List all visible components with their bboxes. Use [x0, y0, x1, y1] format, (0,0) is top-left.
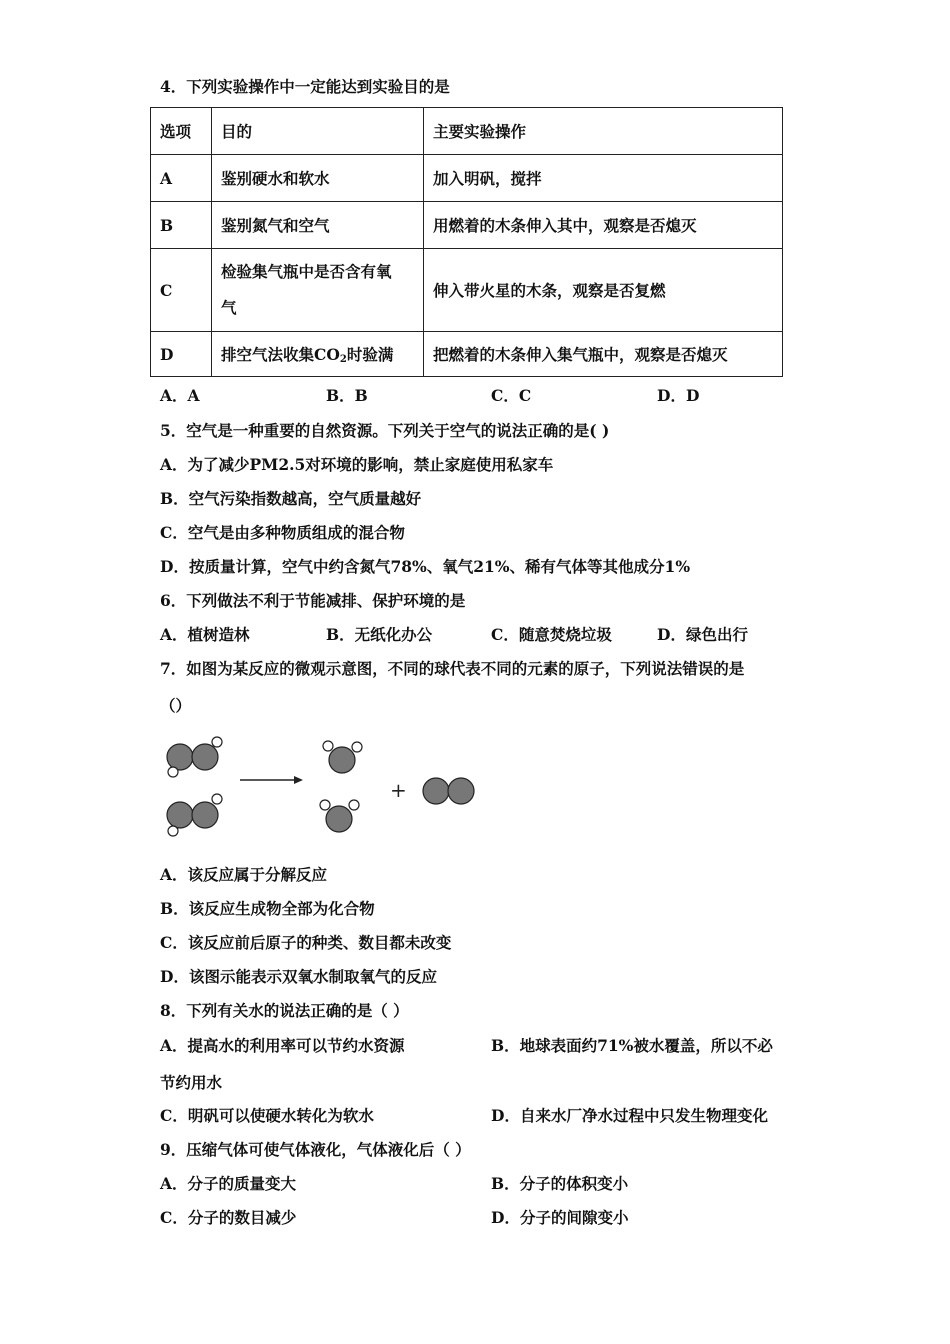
row-option: C — [151, 249, 212, 332]
q4-stem: 4．下列实验操作中一定能达到实验目的是 — [160, 77, 450, 96]
table-row — [151, 332, 783, 377]
row-operation: 加入明矾，搅拌 — [424, 155, 783, 202]
q8-choice-d[interactable]: D．自来水厂净水过程中只发生物理变化 — [491, 1106, 768, 1125]
table-row — [151, 155, 783, 202]
q7-stem-line1: 7．如图为某反应的微观示意图，不同的球代表不同的元素的原子，下列说法错误的是 — [160, 659, 745, 678]
header-aim: 目的 — [212, 108, 424, 155]
row-aim — [212, 249, 424, 332]
q8-stem: 8．下列有关水的说法正确的是（ ） — [160, 1001, 409, 1020]
q7-choice-d[interactable]: D．该图示能表示双氧水制取氧气的反应 — [160, 967, 437, 986]
q5-choice-c[interactable]: C．空气是由多种物质组成的混合物 — [160, 523, 405, 542]
row-option: A — [151, 155, 212, 202]
q7-choice-b[interactable]: B．该反应生成物全部为化合物 — [160, 899, 375, 918]
reaction-arrow — [240, 776, 303, 784]
q8-choice-b[interactable]: B．地球表面约71%被水覆盖，所以不必 — [491, 1036, 773, 1055]
q5-choice-d[interactable]: D．按质量计算，空气中约含氮气78%、氧气21%、稀有气体等其他成分1% — [160, 557, 691, 576]
row-aim — [212, 332, 424, 377]
choice-d[interactable]: D．D — [657, 386, 700, 405]
q5-choice-b[interactable]: B．空气污染指数越高，空气质量越好 — [160, 489, 422, 508]
plus-sign: + — [390, 778, 407, 802]
row-aim-line1: 检验集气瓶中是否含有氧 — [221, 262, 392, 281]
row-operation: 伸入带火星的木条，观察是否复燃 — [424, 249, 783, 332]
choice-a[interactable]: A．A — [160, 386, 200, 405]
header-operation: 主要实验操作 — [424, 108, 783, 155]
choice-c[interactable]: C．C — [491, 386, 532, 405]
q9-choice-c[interactable]: C．分子的数目减少 — [160, 1208, 297, 1227]
header-option: 选项 — [151, 108, 212, 155]
reactant-molecule — [167, 737, 222, 777]
row-option: D — [151, 332, 212, 377]
row-option: B — [151, 202, 212, 249]
choice-b[interactable]: B．B — [326, 386, 368, 405]
q7-choice-c[interactable]: C．该反应前后原子的种类、数目都未改变 — [160, 933, 452, 952]
q9-choice-d[interactable]: D．分子的间隙变小 — [491, 1208, 629, 1227]
choice-d[interactable]: D．绿色出行 — [657, 625, 748, 644]
choice-c[interactable]: C．随意焚烧垃圾 — [491, 625, 612, 644]
aim-text-end: 时验满 — [346, 345, 394, 364]
q9-choice-b[interactable]: B．分子的体积变小 — [491, 1174, 629, 1193]
q6-stem: 6．下列做法不利于节能减排、保护环境的是 — [160, 591, 466, 610]
q8-choice-a[interactable]: A．提高水的利用率可以节约水资源 — [160, 1036, 405, 1055]
choice-a[interactable]: A．植树造林 — [160, 625, 250, 644]
q5-choice-a[interactable]: A．为了减少PM2.5对环境的影响，禁止家庭使用私家车 — [160, 455, 554, 474]
reaction-diagram — [160, 728, 490, 840]
table-row — [151, 249, 783, 332]
product-molecule — [323, 741, 362, 773]
row-aim-line2: 气 — [221, 298, 237, 317]
q9-choice-a[interactable]: A．分子的质量变大 — [160, 1174, 297, 1193]
product-molecule — [423, 778, 474, 804]
product-molecule — [320, 800, 359, 832]
q8-choice-c[interactable]: C．明矾可以使硬水转化为软水 — [160, 1106, 374, 1125]
row-operation: 用燃着的木条伸入其中，观察是否熄灭 — [424, 202, 783, 249]
q7-choice-a[interactable]: A．该反应属于分解反应 — [160, 865, 328, 884]
q9-stem: 9．压缩气体可使气体液化，气体液化后（ ） — [160, 1140, 471, 1159]
row-operation: 把燃着的木条伸入集气瓶中，观察是否熄灭 — [424, 332, 783, 377]
reactant-molecule — [167, 794, 222, 836]
q8-choice-b-continued: 节约用水 — [160, 1073, 223, 1092]
q7-stem-line2: （） — [160, 696, 192, 715]
aim-text: 排空气法收集CO — [221, 345, 340, 364]
choice-b[interactable]: B．无纸化办公 — [326, 625, 433, 644]
row-aim: 鉴别氮气和空气 — [212, 202, 424, 249]
aim-subscript: 2 — [339, 354, 347, 365]
q5-stem: 5．空气是一种重要的自然资源。下列关于空气的说法正确的是( ) — [160, 421, 610, 440]
experiment-table — [150, 107, 783, 377]
row-aim: 鉴别硬水和软水 — [212, 155, 424, 202]
table-row — [151, 202, 783, 249]
table-header-row — [151, 108, 783, 155]
